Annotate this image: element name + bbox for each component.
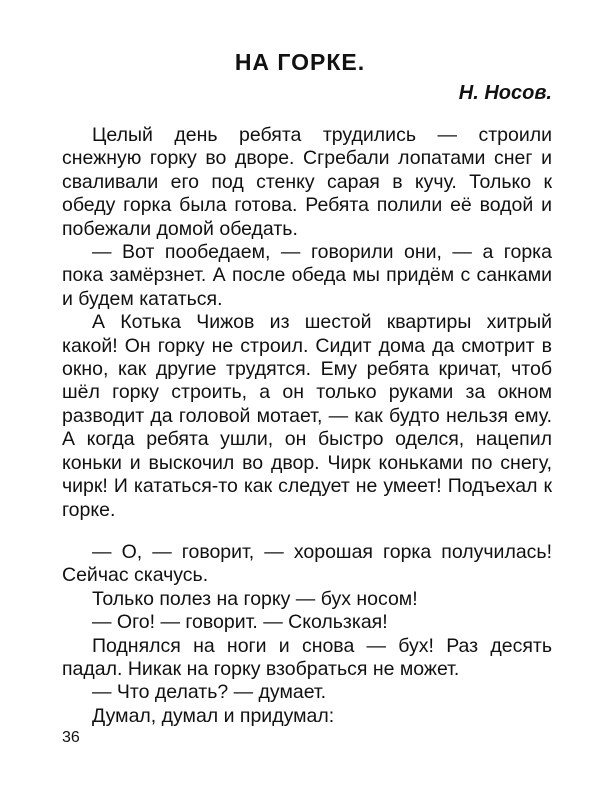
paragraph: Целый день ребята трудились — строили снежную горку во дворе. Сгребали лопатами снег и сваливали его под стенку сарая в кучу. Только к обеду горка была готова. Ребята полили её водой и побежали домой обедать.	[62, 124, 552, 240]
paragraph: — О, — говорит, — хорошая горка получилась! Сейчас скачусь.	[62, 541, 552, 587]
story-text-part-1	[62, 124, 552, 522]
paragraph: — Что делать? — думает.	[92, 681, 327, 704]
paragraph: Думал, думал и придумал:	[92, 704, 335, 727]
author-name: Н. Носов.	[458, 82, 552, 104]
page-number: 36	[62, 729, 80, 746]
story-text-part-2	[62, 541, 552, 728]
paragraph: Только полез на горку — бух носом!	[92, 587, 418, 610]
paragraph: Поднялся на ноги и снова — бух! Раз десять падал. Никак на горку взобраться не может.	[62, 634, 552, 681]
paragraph: — Вот пообедаем, — говорили они, — а горка пока замёрзнет. А после обеда мы придём с санками и будем кататься.	[62, 241, 552, 310]
paragraph: — Ого! — говорит. — Скользкая!	[92, 611, 388, 634]
paragraph: А Котька Чижов из шестой квартиры хитрый какой! Он горку не строил. Сидит дома да смотрит в окно, как другие трудятся. Ему ребята кричат, чтоб шёл горку строить, а он только руками за окном разводит да головой мотает, — как будто нельзя ему. А когда ребята ушли, он быстро оделся, нацепил коньки и выскочил во двор. Чирк коньками по снегу, чирк! И кататься-то как следует не умеет! Подъехал к горке.	[62, 311, 552, 521]
page-title: НА ГОРКЕ.	[234, 49, 366, 75]
